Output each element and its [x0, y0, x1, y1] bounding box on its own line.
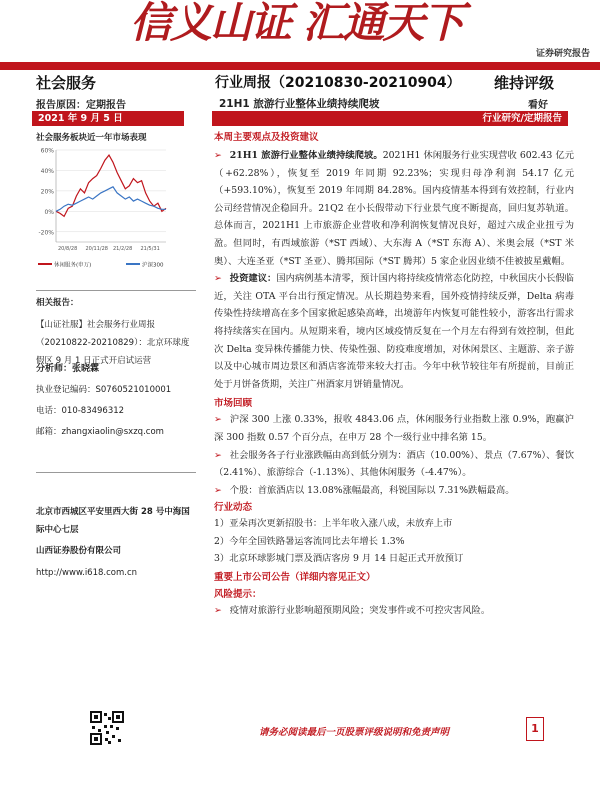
bullet-arrow-icon: ➢ — [214, 150, 222, 161]
x-tick-label: 20/11/28 — [85, 246, 108, 252]
header-red-bar — [0, 62, 600, 70]
report-subtitle: 21H1 旅游行业整体业绩持续爬坡 — [219, 98, 380, 110]
brand-header — [0, 0, 600, 62]
sector-name: 社会服务 — [36, 74, 97, 92]
bullet-arrow-icon: ➢ — [214, 273, 222, 285]
paragraph-performance — [214, 147, 574, 270]
market-text: 个股：首旅酒店以 13.08%涨幅最高，科锐国际以 7.31%跌幅最高。 — [229, 484, 515, 496]
report-type: 行业周报（20210830-20210904） — [215, 75, 461, 91]
y-tick-label: 60% — [40, 147, 54, 155]
related-reports-title: 相关报告： — [36, 298, 79, 308]
news-item: 1）亚朵再次更新招股书：上半年收入涨八成，未放弃上市 — [214, 518, 453, 530]
cert-number: 执业登记编码：S0760521010001 — [36, 385, 172, 395]
related-report-link[interactable]: 【山证社服】社会服务行业周报（20210822-20210829）：北京环球度假区 9 月 1 日正式开启试运营 — [36, 320, 190, 366]
market-item — [214, 447, 574, 482]
y-tick-label: 40% — [40, 167, 54, 175]
risk-item — [214, 602, 574, 620]
paragraph-body: 2021H1 休闲服务行业实现营收 602.43 亿元（+62.28%），恢复至 2019 年同期 92.23%；实现归母净利润 54.17 亿元（+593.10%），恢复至 2019 年同期 84.28%。国内疫情基本得到有效控制，行业内公司经营情况企稳回升。21Q2 在小长假带动下行业景气度不断提高，回归复苏轨道。总体而言，2021H1 上市旅游企业营收和净利润恢复情况良好，超过六成企业扭亏为盈。但同时，有西域旅游（*ST 西域）、大东海 A（*ST 东海 A）、米奥会展（*ST 米奥）、大连圣亚（*ST 圣亚）、腾邦国际（*ST 腾邦）5 家企业因业绩不佳被披星戴帽。 — [214, 150, 574, 267]
email[interactable]: 邮箱：zhangxiaolin@sxzq.com — [36, 427, 164, 437]
y-tick-label: 20% — [40, 188, 54, 196]
rating-value: 看好 — [528, 100, 548, 111]
bullet-arrow-icon: ➢ — [214, 449, 222, 461]
market-item — [214, 411, 574, 446]
market-performance-chart — [34, 142, 204, 277]
paragraph-investment — [214, 270, 574, 393]
market-text: 社会服务各子行业涨跌幅由高到低分别为：酒店（10.00%）、景点（7.67%）、餐饮（2.41%）、旅游综合（-1.13%）、其他休闲服务（-4.47%）。 — [214, 449, 574, 479]
paragraph-lead: 投资建议： — [229, 273, 277, 285]
series-line — [56, 187, 166, 212]
x-tick-label: 21/2/28 — [113, 246, 133, 252]
news-item: 3）北京环球影城门票及酒店客房 9 月 14 日起正式开放预订 — [214, 553, 464, 565]
bullet-arrow-icon: ➢ — [214, 605, 222, 617]
y-tick-label: -20% — [38, 229, 54, 237]
y-tick-label: 0% — [44, 208, 54, 216]
phone: 电话：010-83496312 — [36, 406, 125, 416]
news-item: 2）今年全国铁路暑运客流同比去年增长 1.3% — [214, 535, 405, 547]
qr-code-icon — [90, 711, 124, 745]
section-industry-news-title: 行业动态 — [214, 502, 253, 514]
x-tick-label: 21/5/31 — [140, 246, 160, 252]
bullet-arrow-icon: ➢ — [214, 414, 222, 426]
chart-title: 社会服务板块近一年市场表现 — [36, 133, 147, 143]
market-text: 沪深 300 上涨 0.33%，报收 4843.06 点，休闲服务行业指数上涨 0.9%，跑赢沪深 300 指数 0.57 个百分点，在申万 28 个一级行业中排名第 15。 — [214, 414, 574, 443]
bullet-arrow-icon: ➢ — [214, 484, 222, 496]
website-link[interactable]: http://www.i618.com.cn — [36, 568, 138, 578]
disclaimer-notice: 请务必阅读最后一页股票评级说明和免责声明 — [259, 727, 450, 738]
paragraph-body: 国内病例基本清零，预计国内将持续疫情常态化防控，中秋国庆小长假临近，关注 OTA 平台出行预定情况。从长期趋势来看，国外疫情持续反弹，Delta 病毒传染性持续增高在多个国家掀起感染高峰，出境游年内恢复可能性较小，游客出行需求将持续落实在国内。从短期来看，境内区域疫情反复在一个月左右得到有效控制，但此次 Delta 变异株传播能力快、传染性强、防疫难度增加，对休闲景区、主题游、亲子游以及中心城市周边景区和酒店客流带来较大打击。今年中秋节较往年有所提前，目前正处于月饼备货期，关注广州酒家月饼销量情况。 — [214, 273, 574, 390]
address: 北京市西城区平安里西大街 28 号中海国际中心七层 — [36, 507, 190, 535]
section-key-views-title: 本周主要观点及投资建议 — [214, 132, 319, 143]
section-announcements-title[interactable]: 重要上市公司公告（详细内容见正文） — [214, 572, 376, 584]
paragraph-lead: 21H1 旅游行业整体业绩持续爬坡。 — [229, 150, 383, 161]
legend-label: 休闲服务(申万) — [54, 262, 92, 269]
company-name: 山西证券股份有限公司 — [36, 546, 122, 556]
report-reason: 报告原因：定期报告 — [36, 100, 126, 111]
analyst-name: 分析师：张晓霖 — [36, 364, 100, 374]
rating-label: 维持评级 — [494, 74, 555, 92]
report-tagline: 证券研究报告 — [535, 49, 590, 59]
risk-text: 疫情对旅游行业影响超预期风险；突发事件或不可控灾害风险。 — [229, 605, 491, 617]
market-item — [214, 482, 574, 500]
report-category: 行业研究/定期报告 — [212, 111, 568, 126]
x-tick-label: 20/8/28 — [58, 246, 78, 252]
divider — [36, 472, 196, 473]
section-market-review-title: 市场回顾 — [214, 398, 253, 410]
page-number: 1 — [526, 717, 544, 741]
main-content — [214, 131, 574, 620]
section-risk-title: 风险提示： — [214, 589, 262, 601]
divider — [36, 290, 196, 291]
report-date: 2021 年 9 月 5 日 — [32, 111, 184, 126]
company-logo: 信义山证 汇通天下 — [130, 0, 463, 47]
series-line — [56, 155, 166, 216]
legend-label: 沪深300 — [142, 262, 164, 269]
